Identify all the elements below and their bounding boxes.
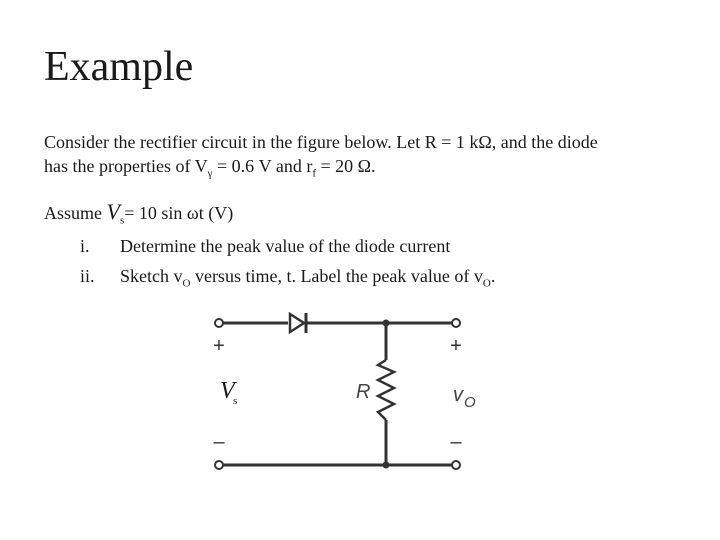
plus-sign-left: + bbox=[213, 335, 225, 357]
vs-symbol: V bbox=[106, 199, 120, 224]
item-number: i. bbox=[80, 236, 90, 256]
junction-dot-top bbox=[383, 320, 390, 327]
minus-sign-left: – bbox=[213, 431, 225, 453]
diode-symbol bbox=[290, 314, 304, 332]
assumption-line: Assume $V_s= 10$ sin ωt (V) bbox=[44, 199, 234, 227]
r-label: R bbox=[356, 381, 371, 403]
terminal-top-left bbox=[215, 319, 223, 327]
resistor-zigzag bbox=[378, 360, 394, 420]
statement-line-2: has the properties of $V_\gamma = 0.6$ V and $r_f = 20$ Ω. bbox=[44, 156, 376, 180]
rectifier-circuit-diagram bbox=[200, 300, 500, 480]
vo-label-sub: O bbox=[464, 394, 476, 411]
problem-statement bbox=[44, 130, 704, 186]
junction-dot-bottom bbox=[383, 462, 390, 469]
plus-sign-right: + bbox=[450, 335, 462, 357]
slide-title: Example bbox=[44, 44, 194, 90]
vo-label: v bbox=[453, 384, 463, 406]
vs-label: V bbox=[220, 378, 235, 404]
terminal-bottom-left bbox=[215, 461, 223, 469]
item-number: ii. bbox=[80, 266, 95, 286]
statement-line-1: Consider the rectifier circuit in the figure below. Let R = 1 kΩ, and the diode bbox=[44, 132, 598, 152]
task-item-1 bbox=[80, 234, 450, 258]
minus-sign-right: – bbox=[450, 431, 462, 453]
item-text: Determine the peak value of the diode current bbox=[120, 236, 451, 256]
task-item-2: ii. Sketch $v_O$ versus time, t. Label the peak value of $v_O$. bbox=[80, 266, 496, 290]
terminal-top-right bbox=[452, 319, 460, 327]
terminal-bottom-right bbox=[452, 461, 460, 469]
vs-label-sub: s bbox=[233, 395, 238, 407]
